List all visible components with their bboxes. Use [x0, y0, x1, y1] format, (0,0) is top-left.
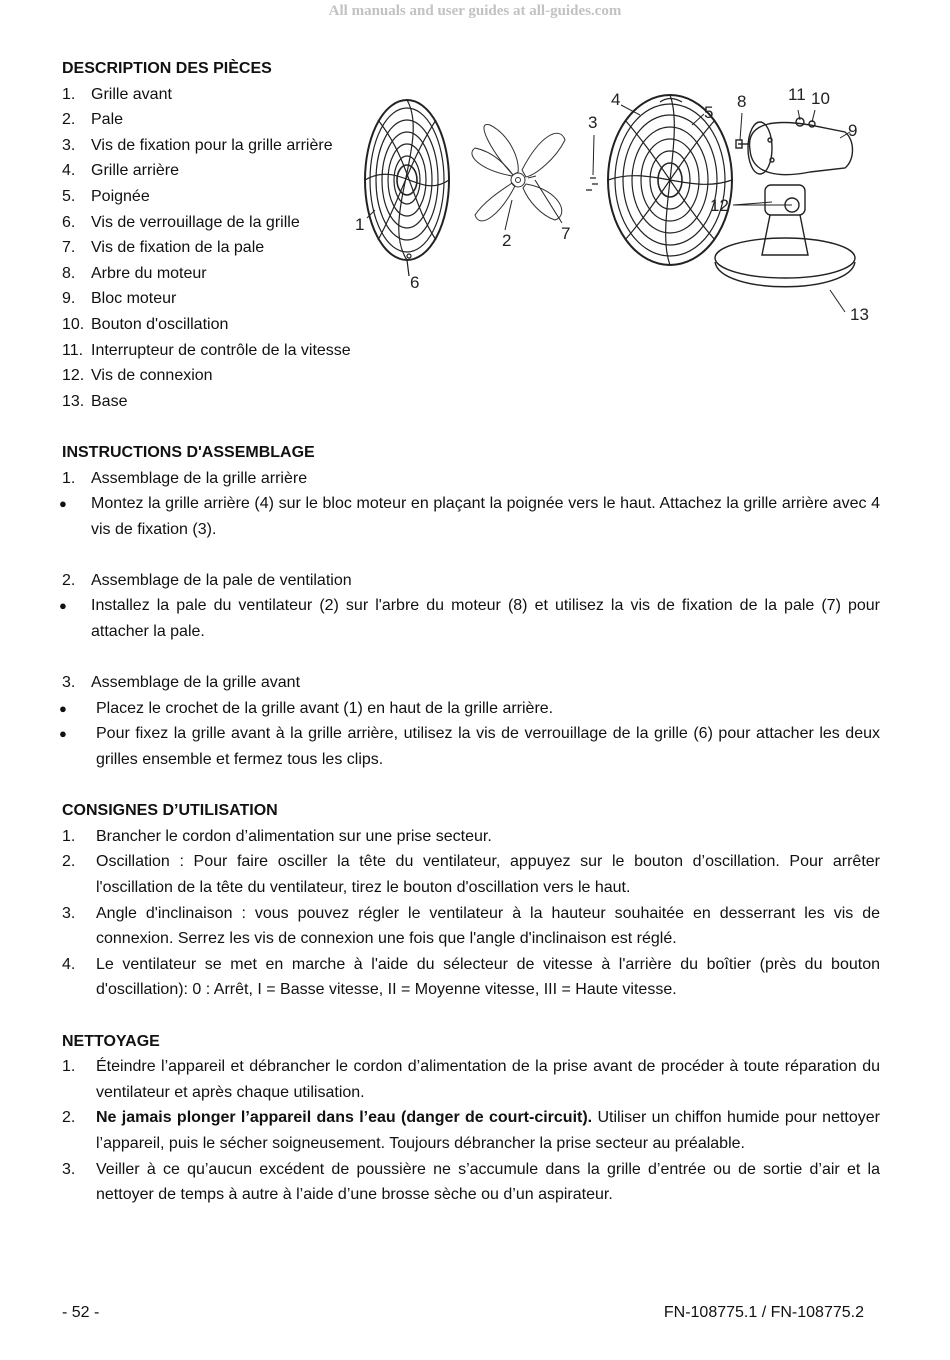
model-number: FN-108775.1 / FN-108775.2	[663, 1304, 864, 1321]
list-item: ● Montez la grille arrière (4) sur le bloc moteur en plaçant la poignée vers le haut. Attachez la grille arrière avec 4 vis de fixation (3).	[59, 495, 880, 538]
label-12: 12	[710, 196, 729, 215]
list-item: 4. Grille arrière	[62, 162, 180, 180]
list-item: 11. Interrupteur de contrôle de la vitesse	[62, 341, 351, 359]
label-9: 9	[848, 121, 858, 140]
list-item: 1. Brancher le cordon d’alimentation sur une prise secteur.	[62, 827, 492, 845]
label-2: 2	[502, 231, 512, 250]
list-item: 1. Grille avant	[62, 85, 172, 103]
list-item: 3. Vis de fixation pour la grille arrière	[62, 136, 333, 154]
list-item: 3. Angle d'inclinaison : vous pouvez régler le ventilateur à la hauteur souhaitée en desserrant les vis de connexion. Serrez les vis de connexion une fois que l'angle d'inclinaison est réglé.	[62, 904, 880, 948]
list-item: 2. Pale	[62, 111, 124, 129]
assembly-step-1: 1. Assemblage de la grille arrière	[62, 469, 308, 487]
label-4: 4	[611, 90, 621, 109]
label-6: 6	[410, 273, 420, 292]
list-item: ● Placez le crochet de la grille avant (1) en haut de la grille arrière.	[59, 699, 554, 717]
list-item: 3. Veiller à ce qu’aucun excédent de poussière ne s’accumule dans la grille d’entrée ou de sortie d’air et la nettoyer de temps à autre à l’aide d’une brosse sèche ou d’un aspirateur.	[62, 1160, 880, 1204]
label-1: 1	[355, 215, 365, 234]
assembly-step-3: 3. Assemblage de la grille avant	[62, 674, 301, 692]
watermark: All manuals and user guides at all-guides.com	[328, 3, 622, 19]
list-item: 9. Bloc moteur	[62, 290, 177, 308]
label-5: 5	[704, 103, 714, 122]
list-item: 6. Vis de verrouillage de la grille	[62, 213, 300, 231]
usage-title: CONSIGNES D’UTILISATION	[62, 802, 278, 820]
list-item: 5. Poignée	[62, 187, 150, 205]
label-3: 3	[588, 113, 598, 132]
list-item: 1. Éteindre l’appareil et débrancher le cordon d’alimentation de la prise avant de procéder à toute réparation du ventilateur et après chaque utilisation.	[62, 1058, 880, 1101]
list-item: 2. Ne jamais plonger l’appareil dans l’eau (danger de court-circuit). Utiliser un chiffon humide pour nettoyer l’appareil, puis le sécher soigneusement. Toujours débrancher la prise secteur au préalable.	[62, 1109, 880, 1152]
usage-section	[62, 798, 880, 1003]
list-item: ● Pour fixez la grille avant à la grille arrière, utilisez la vis de verrouillage de la grille (6) pour attacher les deux grilles ensemble et fermez tous les clips.	[59, 725, 880, 769]
parts-list	[62, 82, 367, 415]
list-item: 10. Bouton d'oscillation	[62, 315, 229, 333]
label-13: 13	[850, 305, 869, 324]
list-item: 7. Vis de fixation de la pale	[62, 239, 265, 257]
list-item: 2. Oscillation : Pour faire osciller la tête du ventilateur, appuyez sur le bouton d’oscillation. Pour arrêter l'oscillation de la tête du ventilateur, tirez le bouton d'oscillation vers le haut.	[62, 853, 880, 896]
label-8: 8	[737, 92, 747, 111]
list-item: 4. Le ventilateur se met en marche à l'aide du sélecteur de vitesse à l'arrière du boîtier (près du bouton d'oscillation): 0 : Arrêt, I = Basse vitesse, II = Moyenne vitesse, III = Haute vitesse.	[62, 955, 880, 999]
assembly-section	[59, 440, 880, 773]
page-number: - 52 -	[62, 1304, 100, 1321]
list-item: ● Installez la pale du ventilateur (2) sur l'arbre du moteur (8) et utilisez la vis de fixation de la pale (7) pour attacher la pale.	[59, 597, 880, 641]
label-10: 10	[811, 89, 830, 108]
list-item: 13. Base	[62, 392, 128, 410]
list-item: 12. Vis de connexion	[62, 367, 213, 385]
cleaning-title: NETTOYAGE	[62, 1032, 160, 1050]
manual-page	[59, 56, 880, 1208]
cleaning-section	[62, 1029, 880, 1208]
label-11: 11	[788, 85, 806, 104]
label-7: 7	[561, 224, 571, 243]
list-item: 8. Arbre du moteur	[62, 264, 207, 282]
assembly-step-2: 2. Assemblage de la pale de ventilation	[62, 571, 352, 589]
assembly-title: INSTRUCTIONS D'ASSEMBLAGE	[62, 443, 315, 461]
warning-text: Ne jamais plonger l’appareil dans l’eau (danger de court-circuit).	[96, 1109, 593, 1127]
parts-title: DESCRIPTION DES PIÈCES	[62, 60, 272, 77]
